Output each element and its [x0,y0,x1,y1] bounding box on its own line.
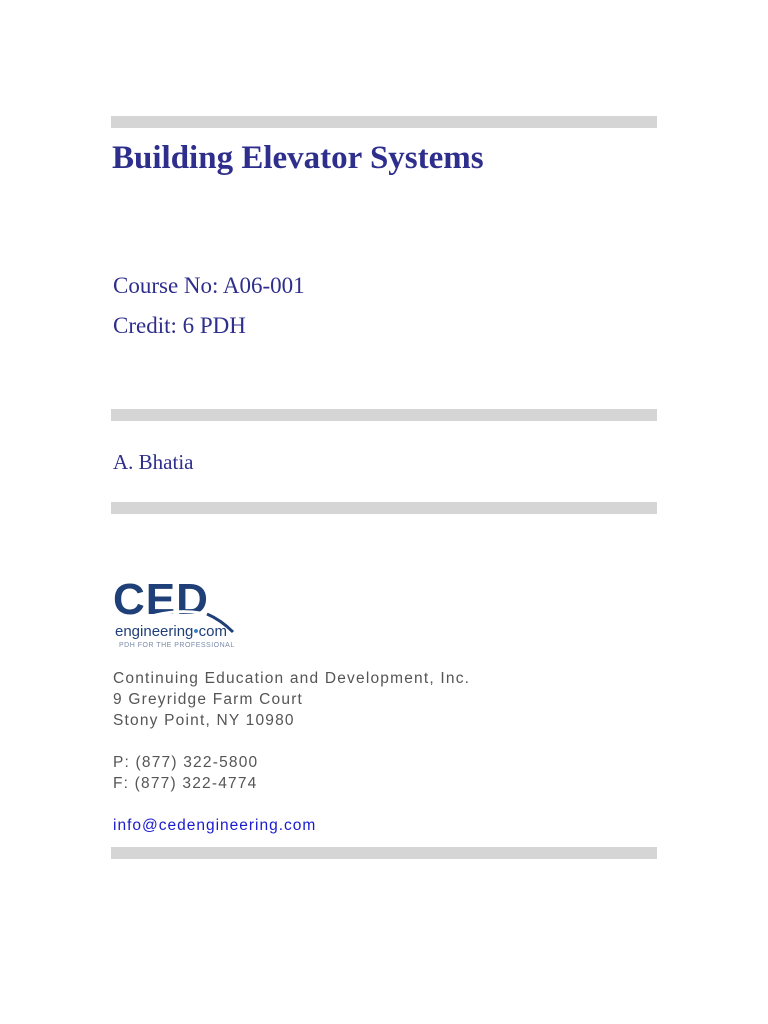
ced-engineering-logo [113,575,283,654]
course-number: Course No: A06-001 [113,273,305,298]
course-credit: Credit: 6 PDH [113,313,246,338]
phone-number: P: (877) 322-5800 [113,754,259,771]
city-state-zip: Stony Point, NY 10980 [113,712,295,729]
street-address: 9 Greyridge Farm Court [113,691,304,708]
logo-domain-tld: com [198,623,228,640]
logo-wordmark: CED [113,575,209,624]
document-title: Building Elevator Systems [112,140,484,176]
company-name: Continuing Education and Development, Inc. [113,670,471,687]
author-name: A. Bhatia [113,450,194,474]
logo-domain-name: engineering [115,623,194,640]
bottom-divider [111,847,657,859]
top-divider [111,116,657,128]
middle-divider [111,409,657,421]
logo-tagline: PDH FOR THE PROFESSIONAL [119,642,235,649]
fax-number: F: (877) 322-4774 [113,775,258,792]
email-link[interactable]: info@cedengineering.com [113,817,317,834]
author-divider [111,502,657,514]
logo-dot: • [193,623,199,640]
logo-domain [115,624,227,639]
